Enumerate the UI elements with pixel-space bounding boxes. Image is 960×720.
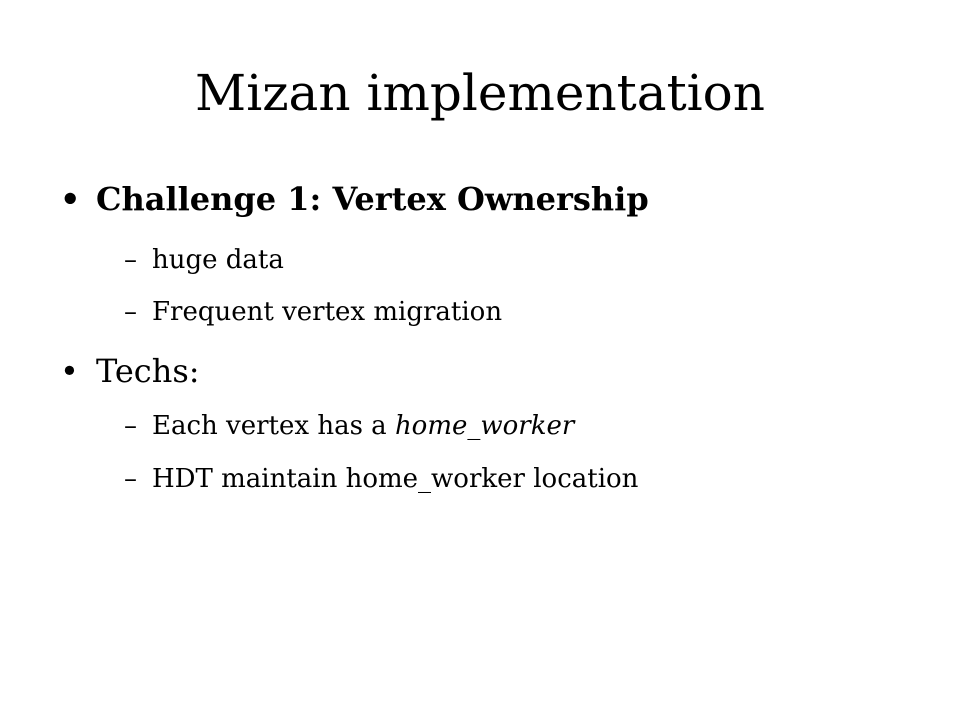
sub-bullet-item	[124, 408, 574, 444]
bullet-marker: •	[60, 352, 79, 390]
sub-bullet-item	[124, 242, 284, 278]
sub-bullet-marker: –	[124, 464, 137, 494]
sub-bullet-item	[124, 461, 638, 497]
sub-bullet-item	[124, 294, 502, 330]
sub-bullet-marker: –	[124, 297, 137, 327]
sub-bullet-text: Each vertex has a	[152, 411, 395, 441]
sub-bullet-text: HDT maintain home_worker location	[152, 464, 639, 494]
bullet-item	[60, 349, 200, 393]
sub-bullet-marker: –	[124, 411, 137, 441]
sub-bullet-text: huge data	[152, 245, 284, 275]
sub-bullet-text: Frequent vertex migration	[152, 297, 503, 327]
sub-bullet-marker: –	[124, 245, 137, 275]
bullet-item	[60, 177, 649, 221]
slide-title: Mizan implementation	[195, 64, 765, 122]
sub-bullet-emphasis: home_worker	[394, 411, 575, 441]
bullet-marker: •	[60, 180, 81, 218]
bullet-text: Techs:	[96, 352, 200, 390]
bullet-text: Challenge 1: Vertex Ownership	[96, 180, 649, 218]
